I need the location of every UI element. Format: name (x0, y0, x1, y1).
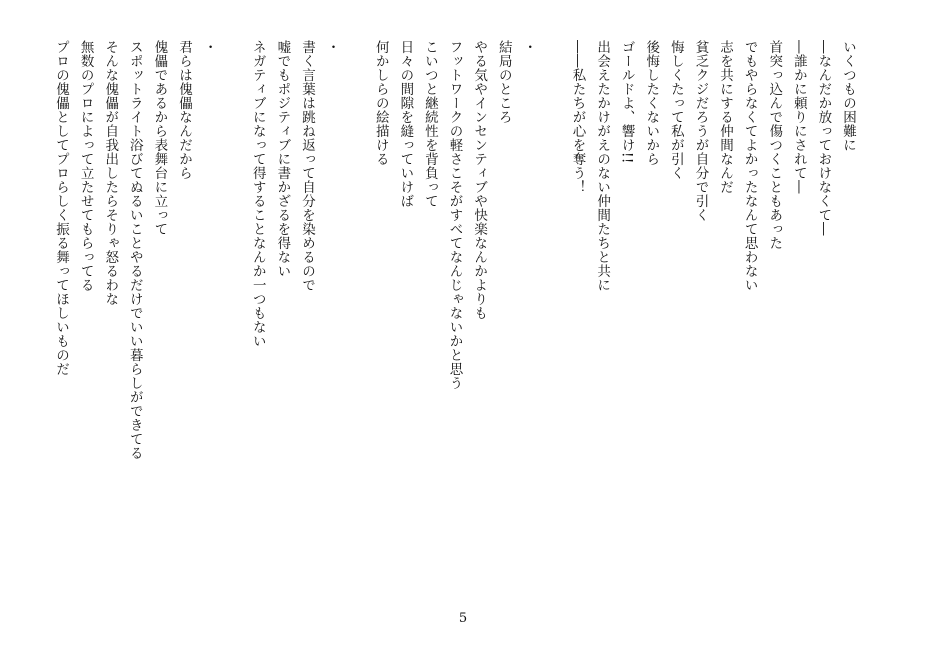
section-divider: ・ (520, 40, 537, 54)
text-line: 後悔したくないから (643, 40, 660, 166)
text-line: 貧乏クジだろうが自分で引く (692, 40, 709, 222)
text-line: 傀儡であるから表舞台に立って (151, 40, 168, 236)
text-line: そんな傀儡が自我出したらそりゃ怒るわな (102, 40, 119, 306)
text-line: プロの傀儡としてプロらしく振る舞ってほしいものだ (53, 40, 69, 376)
text-line: やる気やインセンティブや快楽なんかよりも (471, 40, 488, 320)
page-number: 5 (458, 611, 468, 626)
text-line: 志を共にする仲間なんだ (717, 40, 734, 194)
text-line: 何かしらの絵描ける (372, 40, 389, 166)
text-line: 結局のところ (495, 40, 512, 124)
text-line: 君らは傀儡なんだから (175, 40, 192, 180)
section-divider: ・ (200, 40, 217, 54)
text-line: ネガティブになって得することなんか一つもない (249, 40, 266, 348)
text-line: スポットライト浴びてぬるいことやるだけでいい暮らしができてる (126, 40, 143, 460)
text-line: 悔しくたって私が引く (667, 40, 684, 180)
text-line: 書く言葉は跳ね返って自分を染めるので (298, 40, 315, 292)
vertical-text-body (48, 40, 860, 510)
text-line: ―誰かに頼りにされて― (790, 40, 807, 194)
text-line: 出会えたかけがえのない仲間たちと共に (594, 40, 611, 292)
text-line: ゴールドよ、響け!! (618, 40, 635, 164)
text-line: でもやらなくてよかったなんて思わない (741, 40, 758, 292)
text-line: 嘘でもポジティブに書かざるを得ない (274, 40, 291, 278)
text-line: 無数のプロによって立たせてもらってる (77, 40, 94, 292)
section-divider: ・ (323, 40, 340, 54)
text-line: ―なんだか放っておけなくて― (815, 40, 832, 236)
text-line: いくつもの困難に (840, 40, 856, 152)
text-line: ――私たちが心を奪う！ (569, 40, 586, 194)
text-line: 日々の間隙を縫っていけば (397, 40, 414, 208)
text-line: こいつと継続性を背負って (421, 40, 438, 208)
text-line: フットワークの軽さこそがすべてなんじゃないかと思う (446, 40, 463, 390)
text-line: 首突っ込んで傷つくこともあった (766, 40, 783, 250)
